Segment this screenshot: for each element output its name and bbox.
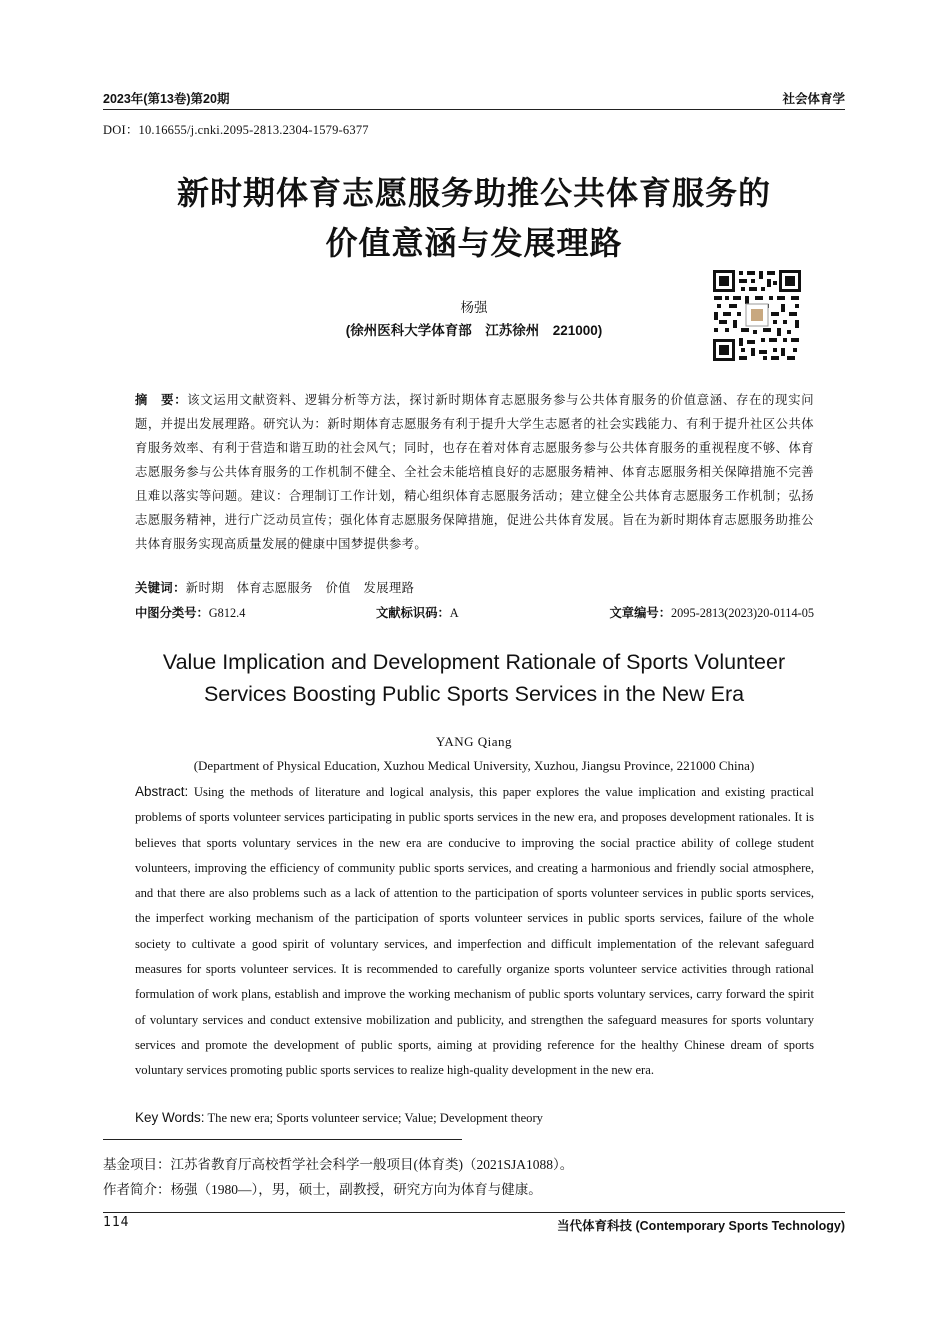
- clc-value: G812.4: [208, 606, 246, 620]
- qr-code-icon: [711, 268, 803, 363]
- title-cn-line2: 价值意涵与发展理路: [325, 225, 623, 261]
- affiliation-cn: (徐州医科大学体育部 江苏徐州 221000): [345, 323, 603, 338]
- fund-footnote: 基金项目：江苏省教育厅高校哲学社会科学一般项目(体育类)（2021SJA1088）。: [103, 1157, 574, 1172]
- page-number: 114: [103, 1215, 130, 1230]
- clc-number: [135, 603, 245, 621]
- author-cn: 杨强: [460, 300, 488, 315]
- abstract-en-text: Using the methods of literature and logical analysis, this paper explores the value implication and existing practical problems of sports volunteer services participating in public sports services in the new era, and proposes development rationales. It is believes that sports voluntary services in the new era are conducive to improving the social practice ability of college student volunteers, improving the efficiency of community public sports services, and creating a harmonious and friendly social atmosphere, and that there are also problems such as a lack of attention to the participation of sports volunteer services in public sports services, the imperfect working mechanism of the participation of sports volunteer services in public sports services, failure of the whole society to cultivate a good spirit of voluntary services, and imperfection and difficult implementation of the relevant safeguard measures for sports volunteer services. It is recommended to carefully organize sports volunteer service activities through rational formulation of work plans, establish and improve the working mechanism of public sports voluntary services, carry forward the spirit of voluntary services and conduct extensive mobilization and publicity, and strengthen the safeguard measures for sports voluntary services and promote the development of public sports, aiming at providing reference for the healthy Chinese dream of sports voluntary services promoting public sports services to realize high-quality development in the new era.: [135, 785, 814, 1078]
- author-en: YANG Qiang: [435, 734, 513, 749]
- article-number-label: 文章编号：: [609, 606, 671, 620]
- title-en: [103, 646, 845, 710]
- footer-divider: [103, 1212, 845, 1213]
- keywords-cn: [135, 578, 414, 596]
- doc-code-label: 文献标识码：: [376, 606, 450, 620]
- footnote-divider: [103, 1139, 462, 1140]
- keywords-en-text: The new era; Sports volunteer service; Value; Development theory: [207, 1111, 543, 1125]
- doi: DOI：10.16655/j.cnki.2095-2813.2304-1579-6377: [103, 123, 369, 137]
- title-en-line1: Value Implication and Development Rationale of Sports Volunteer: [162, 650, 786, 674]
- abstract-en: [135, 779, 814, 1084]
- header-divider: [103, 109, 845, 110]
- keywords-en-label: Key Words:: [135, 1110, 205, 1125]
- abstract-cn-label: 摘 要：: [135, 393, 188, 407]
- abstract-cn: [135, 388, 814, 556]
- column-name: 社会体育学: [782, 92, 845, 106]
- article-number: [610, 603, 815, 621]
- document-code: [376, 603, 459, 621]
- keywords-cn-label: 关键词：: [135, 581, 186, 595]
- abstract-cn-text: 该文运用文献资料、逻辑分析等方法，探讨新时期体育志愿服务参与公共体育服务的价值意涵、存在的现实问题，并提出发展理路。研究认为：新时期体育志愿服务有利于提升大学生志愿者的社会实践能力、有利于提升社区公共体育服务效率、有利于营造和谐互助的社会风气；同时，也存在着对体育志愿服务参与公共体育服务的重视程度不够、体育志愿服务参与公共体育服务的工作机制不健全、全社会未能培植良好的志愿服务精神、体育志愿服务相关保障措施不完善且难以落实等问题。建议：合理制订工作计划，精心组织体育志愿服务活动；建立健全公共体育志愿服务工作机制；弘扬志愿服务精神，进行广泛动员宣传；强化体育志愿服务保障措施，促进公共体育发展。旨在为新时期体育志愿服务助推公共体育服务实现高质量发展的健康中国梦提供参考。: [135, 393, 814, 551]
- author-bio-footnote: 作者简介：杨强（1980—），男，硕士，副教授，研究方向为体育与健康。: [103, 1182, 542, 1197]
- doc-code-value: A: [449, 606, 459, 620]
- classification-row: [135, 603, 814, 623]
- keywords-cn-text: 新时期 体育志愿服务 价值 发展理路: [185, 581, 415, 595]
- keywords-en: [135, 1110, 543, 1126]
- abstract-en-label: Abstract:: [135, 784, 189, 799]
- journal-name: 当代体育科技 (Contemporary Sports Technology): [557, 1219, 845, 1233]
- title-en-line2: Services Boosting Public Sports Services in the New Era: [203, 682, 745, 706]
- article-number-value: 2095-2813(2023)20-0114-05: [671, 606, 814, 620]
- clc-label: 中图分类号：: [135, 606, 209, 620]
- issue-info: 2023年(第13卷)第20期: [103, 92, 230, 106]
- affiliation-en: (Department of Physical Education, Xuzhou Medical University, Xuzhou, Jiangsu Province, 221000 China): [193, 758, 755, 773]
- title-cn-line1: 新时期体育志愿服务助推公共体育服务的: [176, 175, 771, 211]
